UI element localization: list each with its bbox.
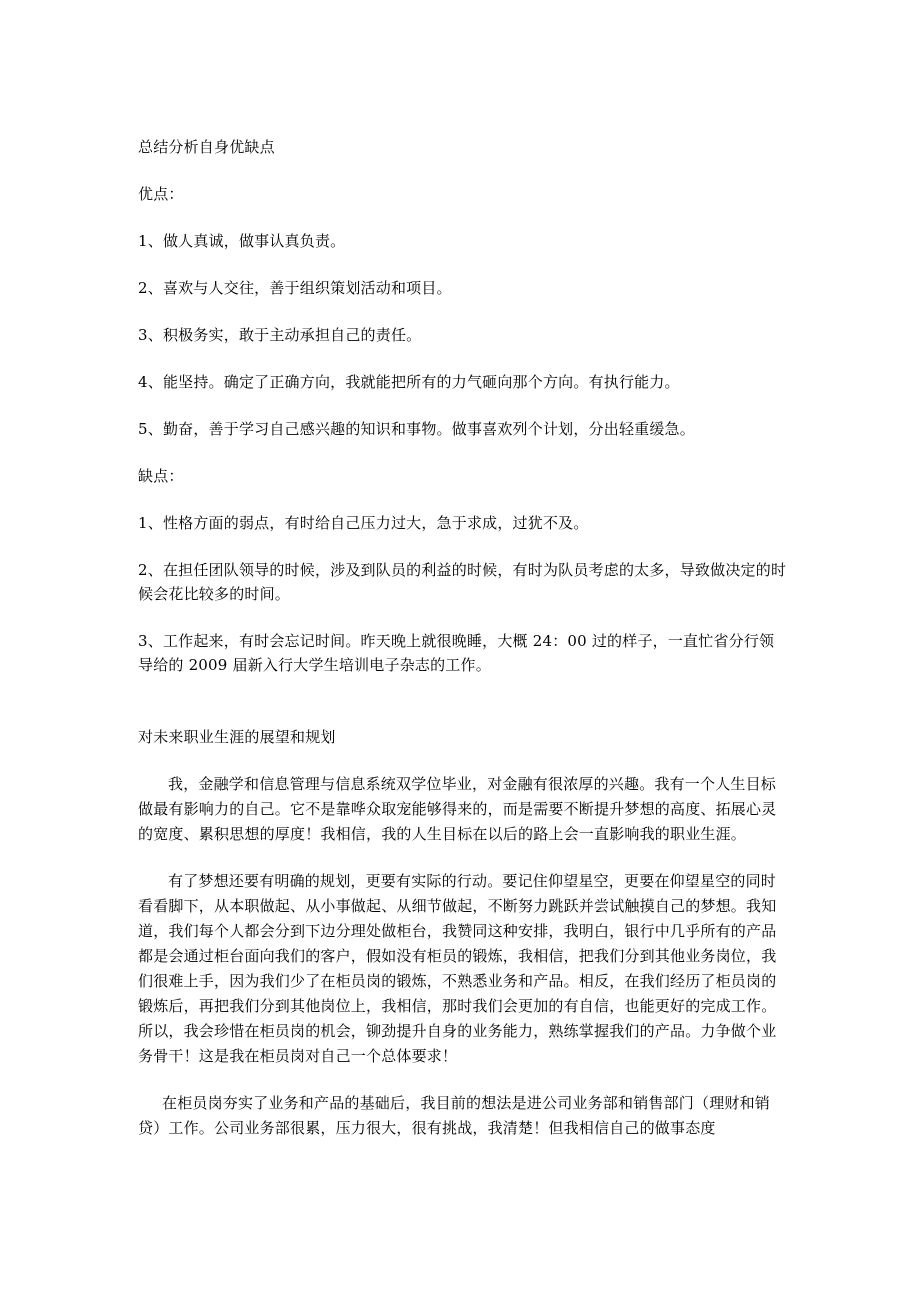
- weakness-item: 1、性格方面的弱点，有时给自己压力过大，急于求成，过犹不及。: [138, 514, 589, 532]
- document-body: [138, 135, 788, 1163]
- strength-item: 5、勤奋，善于学习自己感兴趣的知识和事物。做事喜欢列个计划，分出轻重缓急。: [138, 420, 695, 438]
- strengths-label: 优点：: [138, 185, 184, 203]
- weaknesses-label: 缺点：: [138, 467, 184, 485]
- weakness-item: 2、在担任团队领导的时候，涉及到队员的利益的时候，有时为队员考虑的太多，导致做决定的时候会花比较多的时间。: [138, 561, 787, 603]
- section-title-self-analysis: 总结分析自身优缺点: [138, 138, 275, 156]
- weakness-item: 3、工作起来，有时会忘记时间。昨天晚上就很晚睡，大概 24：00 过的样子，一直忙省分行领导给的 2009 届新入行大学生培训电子杂志的工作。: [138, 632, 775, 674]
- section-title-career: 对未来职业生涯的展望和规划: [138, 728, 336, 746]
- strength-item: 4、能坚持。确定了正确方向，我就能把所有的力气砸向那个方向。有执行能力。: [138, 373, 680, 391]
- career-paragraph: 我，金融学和信息管理与信息系统双学位毕业，对金融有很浓厚的兴趣。我有一个人生目标 做最有影响力的自己。它不是靠哗众取宠能够得来的，而是需要不断提升梦想的高度、拓展心灵的宽度、累积思想的厚度！我相信，我的人生目标在以后的路上会一直影响我的职业生涯。: [138, 775, 777, 843]
- career-paragraph: 有了梦想还要有明确的规划，更要有实际的行动。要记住仰望星空，更要在仰望星空的同时看看脚下，从本职做起、从小事做起、从细节做起，不断努力跳跃并尝试触摸自己的梦想。我知道，我们每个人都会分到下边分理处做柜台，我赞同这种安排，我明白，银行中几乎所有的产品都是会通过柜台面向我们的客户，假如没有柜员的锻炼，我相信，把我们分到其他业务岗位，我们很难上手，因为我们少了在柜员岗的锻炼，不熟悉业务和产品。相反，在我们经历了柜员岗的锻炼后，再把我们分到其他岗位上，我相信，那时我们会更加的有自信，也能更好的完成工作。所以，我会珍惜在柜员岗的机会，铆劲提升自身的业务能力，熟练掌握我们的产品。力争做个业务骨干！这是我在柜员岗对自己一个总体要求！: [138, 872, 777, 1065]
- strength-item: 1、做人真诚，做事认真负责。: [138, 232, 346, 250]
- strength-item: 2、喜欢与人交往，善于组织策划活动和项目。: [138, 279, 452, 297]
- career-paragraph: 在柜员岗夯实了业务和产品的基础后，我目前的想法是进公司业务部和销售部门（理财和销贷）工作。公司业务部很累，压力很大，很有挑战，我清楚！但我相信自己的做事态度: [138, 1094, 771, 1137]
- strength-item: 3、积极务实，敢于主动承担自己的责任。: [138, 326, 422, 344]
